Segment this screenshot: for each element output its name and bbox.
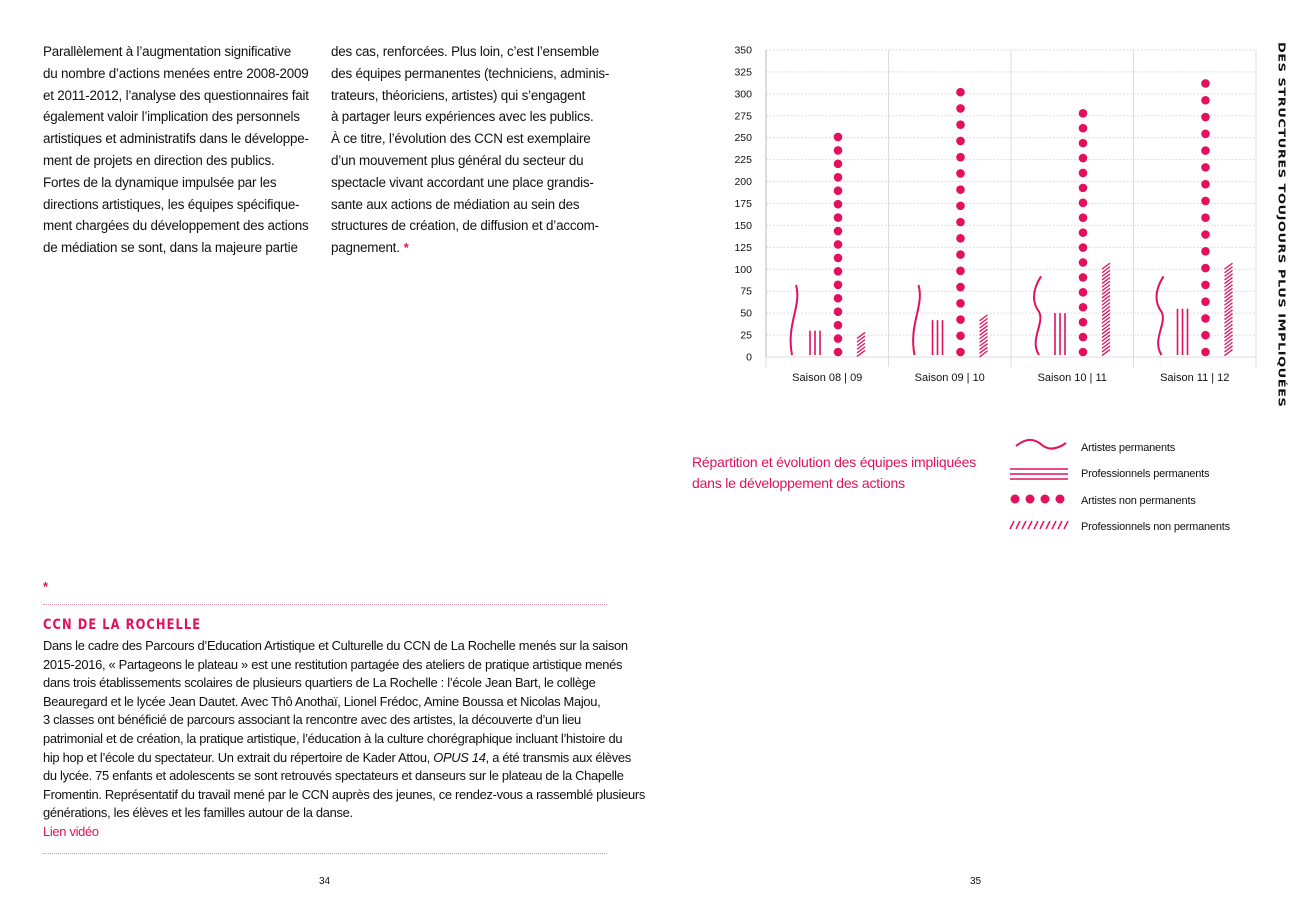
text-line: ment chargées du développement des actions — [43, 218, 309, 234]
text-line: Dans le cadre des Parcours d’Education Artistique et Culturelle du CCN de La Rochelle menés sur la saison — [43, 638, 628, 653]
text-line: et 2011-2012, l’analyse des questionnaires fait — [43, 87, 309, 103]
text-line: À ce titre, l’évolution des CCN est exemplaire — [331, 131, 591, 147]
box-bottom-divider — [43, 853, 607, 854]
text-line: sante aux actions de médiation au sein des — [331, 196, 580, 212]
text-line: trateurs, théoriciens, artistes) qui s’engagent — [331, 87, 586, 103]
text-line: pagnement. * — [331, 240, 409, 256]
y-tick-label: 50 — [740, 307, 752, 320]
legend-label-professionnels-permanents: Professionnels permanents — [1081, 468, 1210, 480]
mark-artistes-non-permanents — [1201, 79, 1210, 356]
y-tick-label: 150 — [734, 219, 752, 232]
y-tick-label: 125 — [734, 241, 752, 254]
y-tick-label: 75 — [740, 285, 752, 298]
mark-artistes-permanents — [1157, 276, 1164, 355]
text-line: Fromentin. Représentatif du travail mené par le CCN auprès des jeunes, ce rendez-vous a rassemblé plusieurs — [43, 786, 645, 802]
y-tick-label: 225 — [734, 154, 752, 167]
mark-professionnels-permanents — [810, 331, 820, 355]
text-line: Fortes de la dynamique impulsée par les — [43, 174, 277, 190]
y-tick-label: 200 — [734, 176, 752, 189]
footnote-asterisk: * — [403, 240, 409, 256]
page-number-right: 35 — [970, 876, 982, 887]
text-line: spectacle vivant accordant une place grandis- — [331, 174, 594, 190]
mark-artistes-permanents — [913, 285, 920, 355]
text-line: du nombre d’actions menées entre 2008-2009 — [43, 65, 309, 81]
mark-professionnels-permanents — [1178, 309, 1188, 355]
mark-professionnels-non-permanents — [1102, 263, 1110, 355]
text-column-2 — [331, 41, 609, 259]
text-line: des cas, renforcées. Plus loin, c’est l’ensemble — [331, 44, 600, 59]
text-line: d’un mouvement plus général du secteur du — [331, 152, 584, 168]
text-column-1 — [43, 41, 309, 259]
box-line-with-emphasis: hip hop et l’école du spectateur. Un extrait du répertoire de Kader Attou, OPUS 14, a été transmis aux élèves — [43, 749, 631, 765]
mark-artistes-non-permanents — [1079, 109, 1088, 356]
page-number-left: 34 — [319, 876, 331, 887]
mark-professionnels-non-permanents — [857, 332, 865, 356]
text-line: Parallèlement à l’augmentation significative — [43, 44, 291, 59]
dots-icon — [1011, 495, 1065, 504]
y-tick-label: 350 — [734, 44, 752, 57]
wave-line-icon — [1016, 440, 1066, 449]
mark-artistes-non-permanents — [956, 88, 965, 356]
text-line: Beauregard et le lycée Jean Dautet. Avec Thô Anothaï, Lionel Frédoc, Amine Boussa et Nicolas Majou, — [43, 693, 601, 709]
box-text — [43, 637, 645, 842]
x-tick-label: Saison 08 | 09 — [792, 372, 863, 384]
mark-professionnels-permanents — [1055, 313, 1065, 355]
x-tick-label: Saison 10 | 11 — [1037, 372, 1107, 384]
mark-professionnels-permanents — [933, 320, 943, 355]
x-tick-label: Saison 09 | 10 — [914, 372, 985, 384]
section-side-title: DES STRUCTURES TOUJOURS PLUS IMPLIQUÉES — [1275, 42, 1287, 408]
text-line: artistiques et administratifs dans le développe- — [43, 131, 309, 147]
text-line: à partager leurs expériences avec les publics. — [331, 109, 594, 125]
text-line: ment de projets en direction des publics. — [43, 152, 275, 168]
asterisk-marker: * — [43, 579, 49, 594]
mark-professionnels-non-permanents — [980, 315, 988, 357]
y-tick-label: 250 — [734, 132, 752, 145]
x-tick-label: Saison 11 | 12 — [1160, 372, 1230, 384]
box-top-divider — [43, 604, 607, 605]
team-chart — [730, 35, 1290, 435]
legend-label-professionnels-non-permanents: Professionnels non permanents — [1081, 521, 1230, 533]
y-tick-label: 275 — [734, 110, 752, 123]
text-line: directions artistiques, les équipes spécifique- — [43, 196, 300, 212]
chart-legend — [1008, 438, 1248, 543]
text-line: 3 classes ont bénéficié de parcours associant la rencontre avec des artistes, la découverte d’un lieu — [43, 712, 581, 728]
legend-icons — [1008, 438, 1070, 543]
text-line: patrimonial et de création, la pratique artistique, l’éducation à la culture chorégraphique incluant l’histoire du — [43, 730, 623, 746]
text-line: 2015-2016, « Partageons le plateau » est une restitution partagée des ateliers de pratique artistique menés — [43, 656, 623, 672]
text-line: structures de création, de diffusion et d’accom- — [331, 218, 599, 234]
mark-artistes-permanents — [791, 285, 798, 355]
y-tick-label: 300 — [734, 88, 752, 101]
text-line: du lycée. 75 enfants et adolescents se sont retrouvés spectateurs et danseurs sur le plateau de la Chapelle — [43, 768, 624, 784]
text-line: générations, les élèves et les familles autour de la danse. — [43, 805, 353, 821]
hatch-icon — [1010, 521, 1068, 529]
y-tick-label: 100 — [734, 263, 752, 276]
y-tick-label: 325 — [734, 66, 752, 79]
text-line: de médiation se sont, dans la majeure partie — [43, 240, 298, 256]
text-line: également valoir l’implication des personnels — [43, 109, 300, 125]
video-link[interactable]: Lien vidéo — [43, 823, 99, 839]
box-title: CCN DE LA ROCHELLE — [43, 617, 202, 633]
legend-label-artistes-non-permanents: Artistes non permanents — [1081, 495, 1196, 507]
legend-label-artistes-permanents: Artistes permanents — [1081, 442, 1176, 454]
text-line: dans trois établissements scolaires de plusieurs quartiers de La Rochelle : l’école Jean Bart, le collège — [43, 675, 596, 691]
y-tick-label: 25 — [740, 329, 752, 342]
text-line: des équipes permanentes (techniciens, adminis- — [331, 65, 610, 81]
y-tick-label: 0 — [746, 351, 752, 364]
mark-artistes-permanents — [1034, 276, 1041, 355]
mark-professionnels-non-permanents — [1225, 263, 1233, 355]
y-tick-label: 175 — [734, 198, 752, 210]
horizontal-lines-icon — [1010, 469, 1068, 479]
mark-artistes-non-permanents — [834, 133, 843, 357]
chart-caption: Répartition et évolution des équipes impliquées dans le développement des actions — [692, 454, 977, 491]
